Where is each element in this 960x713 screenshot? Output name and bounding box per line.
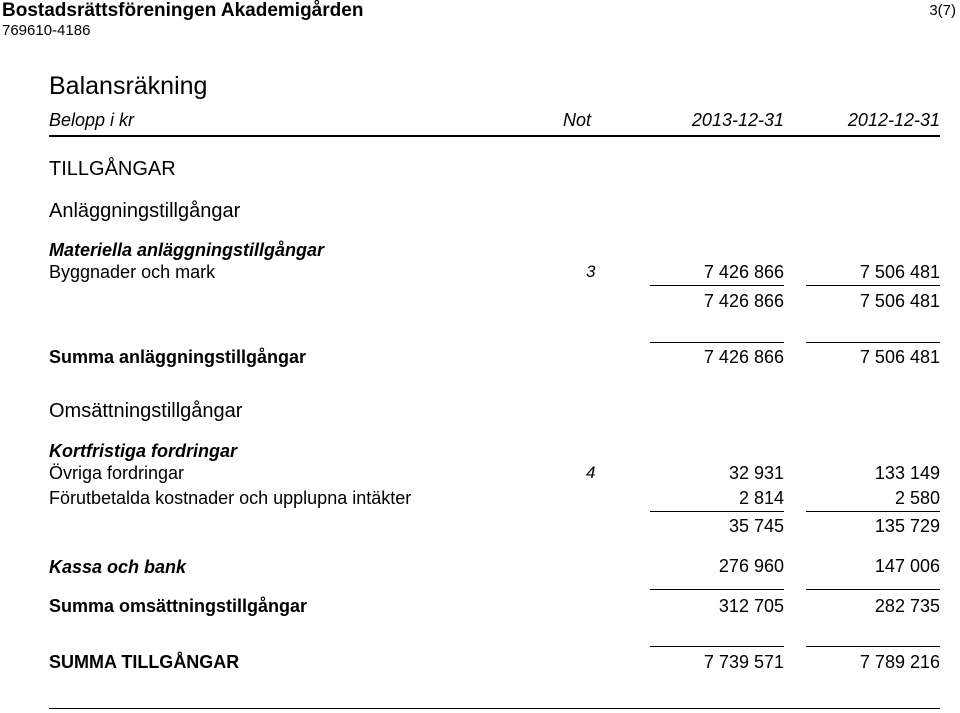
row-value-previous: 7 506 481: [859, 262, 940, 282]
column-header-note: Not: [563, 110, 592, 130]
subtotal-current: 35 745: [728, 516, 784, 536]
subtotal-previous: 7 506 481: [859, 291, 940, 311]
total-current: 7 426 866: [703, 347, 784, 367]
row-label: Förutbetalda kostnader och upplupna intäkter: [49, 488, 412, 508]
grand-total-rule-current: [650, 646, 784, 647]
grand-total-label: SUMMA TILLGÅNGAR: [49, 652, 240, 672]
grand-total-rule-previous: [806, 646, 940, 647]
row-value-current: 2 814: [738, 488, 784, 508]
organization-number: 769610-4186: [2, 22, 91, 39]
cash-previous: 147 006: [874, 556, 940, 576]
subtotal-rule-current: [650, 511, 784, 512]
page-number: 3(7): [929, 2, 956, 19]
cash-label: Kassa och bank: [49, 557, 187, 577]
subtotal-current: 7 426 866: [703, 291, 784, 311]
row-note: 4: [586, 463, 596, 482]
current-assets-heading: Omsättningstillgångar: [49, 400, 243, 422]
column-header-previous: 2012-12-31: [847, 110, 940, 130]
fixed-assets-heading: Anläggningstillgångar: [49, 200, 241, 222]
header-divider: [49, 135, 940, 137]
total-rule-previous: [806, 342, 940, 343]
total-current: 312 705: [718, 596, 784, 616]
total-rule-previous: [806, 589, 940, 590]
row-value-previous: 133 149: [874, 463, 940, 483]
bottom-divider: [49, 708, 940, 709]
subtotal-rule-previous: [806, 511, 940, 512]
row-label: Övriga fordringar: [49, 463, 185, 483]
column-header-label: Belopp i kr: [49, 110, 135, 130]
subtotal-rule-current: [650, 285, 784, 286]
grand-total-previous: 7 789 216: [859, 652, 940, 672]
column-header-current: 2013-12-31: [691, 110, 784, 130]
row-value-current: 32 931: [728, 463, 784, 483]
total-previous: 7 506 481: [859, 347, 940, 367]
total-rule-current: [650, 589, 784, 590]
total-label: Summa anläggningstillgångar: [49, 347, 307, 367]
tangible-assets-heading: Materiella anläggningstillgångar: [49, 240, 325, 260]
row-note: 3: [586, 262, 596, 281]
cash-current: 276 960: [718, 556, 784, 576]
row-label: Byggnader och mark: [49, 262, 216, 282]
organization-name: Bostadsrättsföreningen Akademigården: [2, 0, 364, 21]
page-title: Balansräkning: [49, 72, 208, 100]
total-label: Summa omsättningstillgångar: [49, 596, 308, 616]
row-value-current: 7 426 866: [703, 262, 784, 282]
subtotal-previous: 135 729: [874, 516, 940, 536]
assets-heading: TILLGÅNGAR: [49, 158, 176, 180]
total-previous: 282 735: [874, 596, 940, 616]
subtotal-rule-previous: [806, 285, 940, 286]
row-value-previous: 2 580: [894, 488, 940, 508]
receivables-heading: Kortfristiga fordringar: [49, 441, 238, 461]
total-rule-current: [650, 342, 784, 343]
grand-total-current: 7 739 571: [703, 652, 784, 672]
